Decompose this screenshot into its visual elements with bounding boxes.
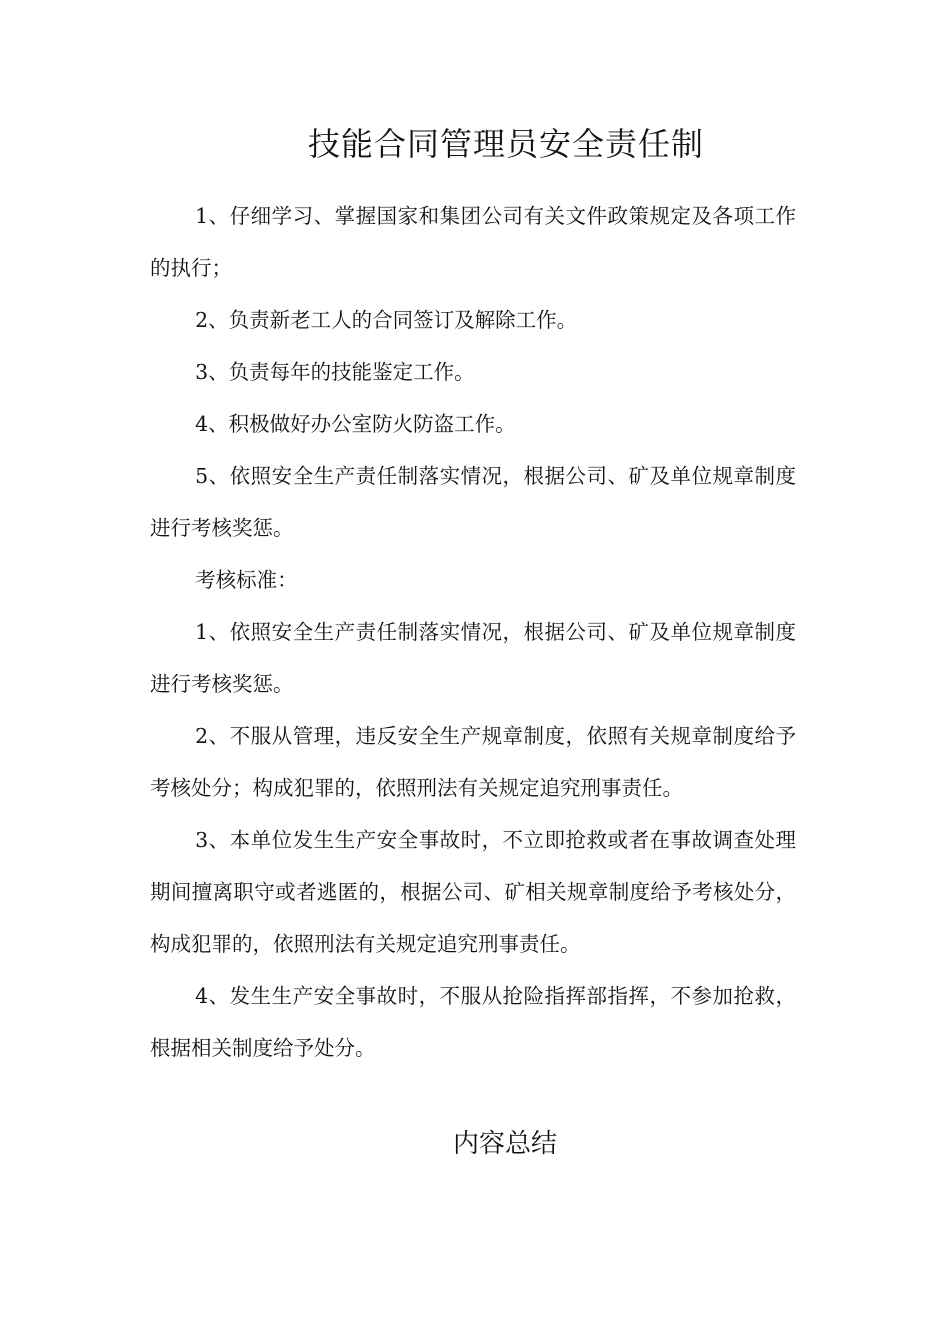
paragraph-standard-4: 4、发生生产安全事故时，不服从抢险指挥部指挥，不参加抢救，根据相关制度给予处分。 [150,984,796,1060]
paragraph-standard-2: 2、不服从管理，违反安全生产规章制度，依照有关规章制度给予考核处分；构成犯罪的，依照刑法有关规定追究刑事责任。 [150,724,796,800]
assessment-standard-heading: 考核标准： [195,568,298,592]
summary-heading: 内容总结 [452,1129,557,1159]
paragraph-duty-5: 5、依照安全生产责任制落实情况，根据公司、矿及单位规章制度进行考核奖惩。 [150,464,796,540]
paragraph-standard-1: 1、依照安全生产责任制落实情况，根据公司、矿及单位规章制度进行考核奖惩。 [150,620,796,696]
paragraph-standard-3: 3、本单位发生生产安全事故时，不立即抢救或者在事故调查处理期间擅离职守或者逃匿的，根据公司、矿相关规章制度给予考核处分，构成犯罪的，依照刑法有关规定追究刑事责任。 [150,828,796,956]
document-title: 技能合同管理员安全责任制 [307,125,704,163]
document-body [150,190,796,1074]
paragraph-duty-1: 1、仔细学习、掌握国家和集团公司有关文件政策规定及各项工作的执行； [150,204,796,280]
paragraph-duty-3: 3、负责每年的技能鉴定工作。 [195,360,475,384]
paragraph-duty-4: 4、积极做好办公室防火防盗工作。 [195,412,516,436]
paragraph-duty-2: 2、负责新老工人的合同签订及解除工作。 [195,308,578,332]
